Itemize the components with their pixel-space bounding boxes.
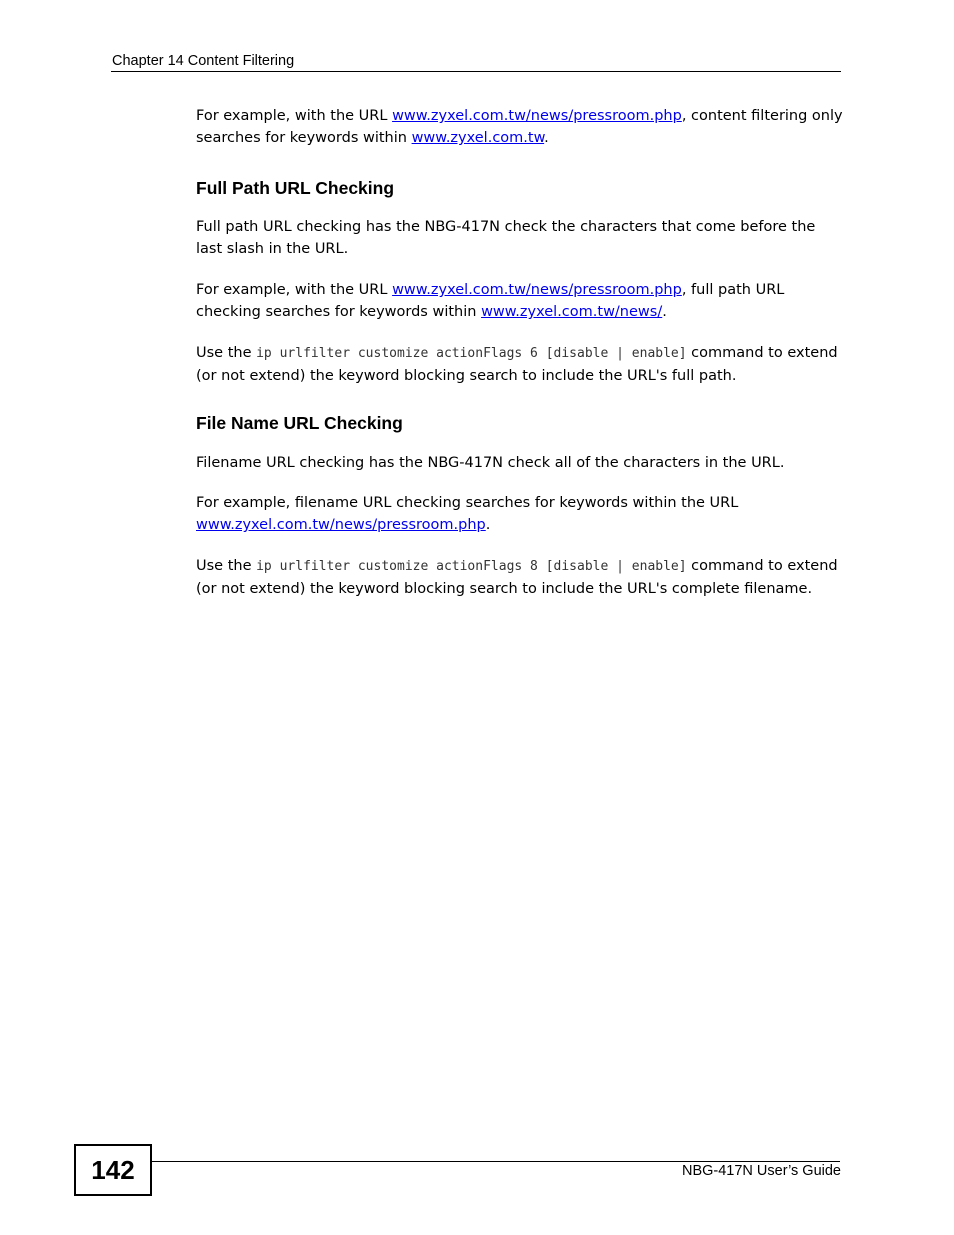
link-news-path[interactable]: www.zyxel.com.tw/news/ (481, 304, 663, 320)
link-pressroom-url-2[interactable]: www.zyxel.com.tw/news/pressroom.php (392, 282, 682, 298)
page-number-box (74, 1144, 152, 1196)
full-path-command-code: ip urlfilter customize actionFlags 6 [disable | enable] (256, 346, 687, 361)
file-name-command-code: ip urlfilter customize actionFlags 8 [disable | enable] (256, 559, 687, 574)
full-path-description: Full path URL checking has the NBG-417N check the characters that come before the last slash in the URL. (196, 219, 816, 257)
file-name-example (196, 492, 846, 536)
link-pressroom-url[interactable]: www.zyxel.com.tw/news/pressroom.php (392, 108, 682, 124)
page-number: 142 (91, 1154, 135, 1185)
file-name-example-text-2: . (485, 517, 491, 533)
file-name-command-paragraph (196, 555, 846, 600)
file-name-description: Filename URL checking has the NBG-417N check all of the characters in the URL. (196, 455, 785, 471)
full-path-command-text-1: Use the (196, 345, 257, 361)
heading-full-path-url-checking: Full Path URL Checking (196, 178, 395, 198)
full-path-example (196, 279, 846, 323)
full-path-example-text-3: . (662, 304, 667, 320)
full-path-command-paragraph (196, 342, 846, 387)
guide-title: NBG-417N User’s Guide (681, 1163, 841, 1179)
intro-text-1: For example, with the URL (196, 108, 393, 124)
file-name-example-text-1: For example, filename URL checking searches for keywords within the URL (196, 495, 739, 511)
file-name-command-text-2: command to extend (or not extend) the keyword blocking search to include the URL's complete filename. (196, 558, 838, 597)
intro-paragraph (196, 105, 846, 149)
header-divider (111, 71, 841, 72)
full-path-example-text-1: For example, with the URL (196, 282, 393, 298)
heading-file-name-url-checking: File Name URL Checking (196, 413, 403, 433)
full-path-example-text-2: , full path URL checking searches for keywords within (196, 282, 785, 320)
chapter-header: Chapter 14 Content Filtering (112, 53, 295, 69)
full-path-command-text-2: command to extend (or not extend) the keyword blocking search to include the URL's full path. (196, 345, 838, 384)
page-content (196, 105, 846, 600)
link-zyxel-domain[interactable]: www.zyxel.com.tw (411, 130, 545, 146)
link-pressroom-url-3[interactable]: www.zyxel.com.tw/news/pressroom.php (196, 517, 486, 533)
file-name-command-text-1: Use the (196, 558, 257, 574)
intro-text-2: , content filtering only searches for keywords within (196, 108, 843, 146)
intro-text-3: . (544, 130, 549, 146)
